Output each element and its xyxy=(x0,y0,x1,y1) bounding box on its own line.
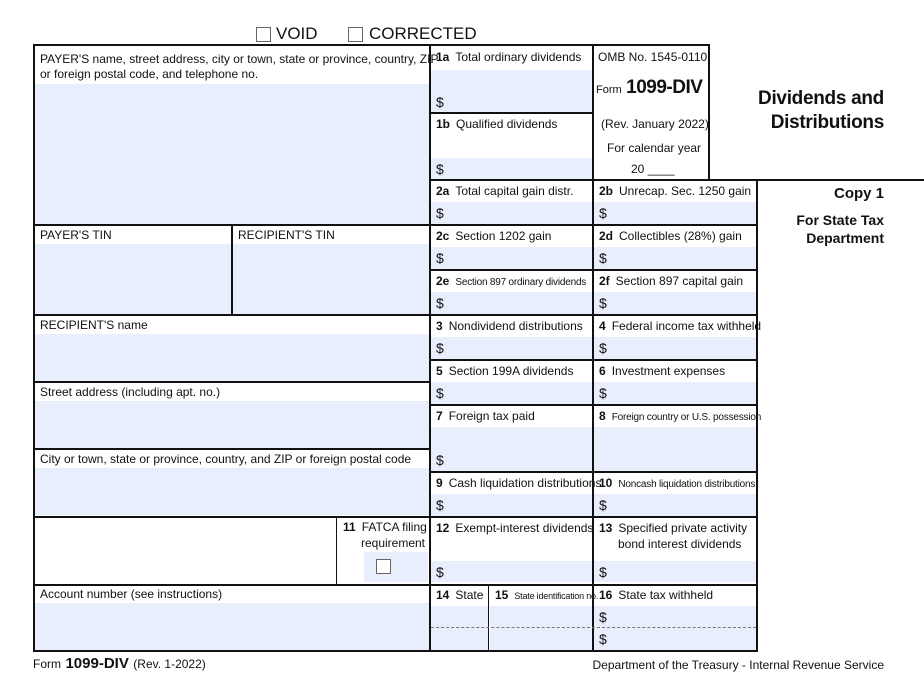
box-11-text-1: FATCA filing xyxy=(361,520,427,534)
recipient-tin-label: RECIPIENT'S TIN xyxy=(238,228,335,242)
copy-block xyxy=(796,185,884,247)
box-10-field[interactable] xyxy=(594,494,756,516)
copy-label: Copy 1 xyxy=(833,185,884,202)
box-14-field[interactable] xyxy=(431,606,488,650)
box-2f-num: 2f xyxy=(599,274,610,288)
box-14-num: 14 xyxy=(436,588,450,602)
box-13-num: 13 xyxy=(599,521,613,535)
box-4-num: 4 xyxy=(599,319,606,333)
rule-fatca xyxy=(336,516,337,584)
box-2d-text: Collectibles (28%) gain xyxy=(619,229,742,243)
box-4-text: Federal income tax withheld xyxy=(611,319,762,333)
box-13-label-2: bond interest dividends xyxy=(618,537,742,551)
box-16-dollar-1: $ xyxy=(599,609,607,625)
box-2d-num: 2d xyxy=(599,229,614,243)
box-8-label xyxy=(599,409,761,425)
box-2c-num: 2c xyxy=(436,229,450,243)
box-2b-dollar: $ xyxy=(599,205,607,221)
footer-agency: Department of the Treasury - Internal Revenue Service xyxy=(592,658,884,672)
box-5-num: 5 xyxy=(436,364,443,378)
copy-for-line-2: Department xyxy=(806,230,884,246)
recipient-tin-field[interactable] xyxy=(233,244,429,314)
box-10-num: 10 xyxy=(599,476,613,490)
rule-5 xyxy=(429,404,758,406)
box-2a-num: 2a xyxy=(436,184,450,198)
recipient-name-label: RECIPIENT'S name xyxy=(40,318,148,332)
box-13-field[interactable] xyxy=(594,561,756,582)
void-checkbox[interactable] xyxy=(256,27,271,42)
box-3-field[interactable] xyxy=(431,337,592,359)
box-7-text: Foreign tax paid xyxy=(448,409,535,423)
box-9-label xyxy=(436,476,601,491)
rule-bottom xyxy=(33,650,758,652)
payer-name-label-1: PAYER'S name, street address, city or town, state or province, country, ZIP xyxy=(40,52,439,66)
box-14-label xyxy=(436,588,483,603)
form-title-line-2: Distributions xyxy=(770,112,884,133)
box-2d-dollar: $ xyxy=(599,250,607,266)
rule-1a xyxy=(429,112,594,114)
box-1a-num: 1a xyxy=(436,50,450,64)
box-12-text: Exempt-interest dividends xyxy=(455,521,594,535)
box-2e-num: 2e xyxy=(436,274,450,288)
box-1a-text: Total ordinary dividends xyxy=(455,50,582,64)
box-8-field[interactable] xyxy=(594,427,756,471)
box-2b-field[interactable] xyxy=(594,202,756,224)
box-3-label xyxy=(436,319,583,334)
rule-payer xyxy=(33,224,758,226)
box-9-num: 9 xyxy=(436,476,443,490)
box-2a-label xyxy=(436,184,573,199)
street-address-field[interactable] xyxy=(35,401,429,448)
box-2f-label xyxy=(599,274,743,289)
box-4-field[interactable] xyxy=(594,337,756,359)
box-2b-text: Unrecap. Sec. 1250 gain xyxy=(619,184,752,198)
box-16-label xyxy=(599,588,713,603)
box-13-label-1 xyxy=(599,521,747,536)
box-2c-text: Section 1202 gain xyxy=(455,229,552,243)
rule-street xyxy=(33,448,431,450)
box-5-field[interactable] xyxy=(431,382,592,404)
box-2e-field[interactable] xyxy=(431,292,592,314)
box-7-label xyxy=(436,409,535,424)
rule-1b xyxy=(429,179,924,181)
rule-name xyxy=(33,381,431,383)
box-5-text: Section 199A dividends xyxy=(448,364,574,378)
box-3-dollar: $ xyxy=(436,340,444,356)
box-4-label xyxy=(599,319,761,334)
payer-tin-label: PAYER'S TIN xyxy=(40,228,112,242)
box-15-text: State identification no. xyxy=(514,591,599,601)
form-title xyxy=(758,87,884,135)
box-1b-num: 1b xyxy=(436,117,451,131)
box-15-num: 15 xyxy=(495,588,509,602)
calendar-year-label: For calendar year xyxy=(607,141,702,155)
rule-3 xyxy=(429,359,758,361)
box-15-field[interactable] xyxy=(490,606,592,650)
box-7-dollar: $ xyxy=(436,452,444,468)
city-label: City or town, state or province, country, and ZIP or foreign postal code xyxy=(40,452,412,466)
box-6-dollar: $ xyxy=(599,385,607,401)
box-1a-dollar: $ xyxy=(436,94,444,110)
account-number-field[interactable] xyxy=(35,603,429,650)
payer-tin-field[interactable] xyxy=(35,244,231,314)
calendar-year-blank: ____ xyxy=(647,162,675,176)
box-5-dollar: $ xyxy=(436,385,444,401)
box-2f-text: Section 897 capital gain xyxy=(615,274,744,288)
box-12-dollar: $ xyxy=(436,564,444,580)
void-label: VOID xyxy=(276,24,318,43)
rule-state-dashed xyxy=(431,627,756,628)
form-title-line-1: Dividends and xyxy=(758,88,884,109)
box-12-field[interactable] xyxy=(431,561,592,582)
box-2c-field[interactable] xyxy=(431,247,592,269)
box-12-label xyxy=(436,521,593,536)
city-field[interactable] xyxy=(35,468,429,515)
box-11-label-1 xyxy=(343,520,425,535)
box-3-text: Nondividend distributions xyxy=(448,319,583,333)
corrected-checkbox[interactable] xyxy=(348,27,363,42)
footer-form-prefix: Form xyxy=(33,657,61,671)
box-15-label xyxy=(495,588,598,604)
rule-mid xyxy=(429,44,431,652)
box-2a-text: Total capital gain distr. xyxy=(455,184,574,198)
box-1a-field[interactable] xyxy=(431,70,592,112)
omb-number: OMB No. 1545-0110 xyxy=(598,50,708,64)
rule-tin xyxy=(33,314,758,316)
rule-14-15 xyxy=(488,584,489,652)
box-2c-label xyxy=(436,229,551,244)
box-2a-field[interactable] xyxy=(431,202,592,224)
calendar-year-prefix: 20 xyxy=(631,162,645,176)
box-1b-text: Qualified dividends xyxy=(456,117,558,131)
street-address-label: Street address (including apt. no.) xyxy=(40,385,221,399)
box-16-num: 16 xyxy=(599,588,613,602)
rule-12 xyxy=(33,584,758,586)
rule-tin-split xyxy=(231,224,233,316)
corrected-label: CORRECTED xyxy=(369,24,477,43)
rule-omb-right xyxy=(708,44,710,181)
rule-city xyxy=(33,516,758,518)
box-2f-field[interactable] xyxy=(594,292,756,314)
omb-form-name: 1099-DIV xyxy=(626,77,703,98)
box-6-num: 6 xyxy=(599,364,606,378)
box-1b-label xyxy=(436,117,557,132)
box-10-dollar: $ xyxy=(599,497,607,513)
box-1a-label xyxy=(436,50,581,65)
box-2b-num: 2b xyxy=(599,184,614,198)
footer-form-id xyxy=(33,655,206,673)
box-16-text: State tax withheld xyxy=(618,588,714,602)
box-4-dollar: $ xyxy=(599,340,607,356)
footer-form-name: 1099-DIV xyxy=(65,655,129,672)
box-2d-field[interactable] xyxy=(594,247,756,269)
box-6-label xyxy=(599,364,725,379)
box-13-text-1: Specified private activity xyxy=(618,521,748,535)
rule-2c xyxy=(429,269,758,271)
box-14-text: State xyxy=(455,588,484,602)
omb-form-id xyxy=(596,77,702,99)
box-2e-label xyxy=(436,274,586,290)
payer-name-field[interactable] xyxy=(35,84,429,224)
box-2e-text: Section 897 ordinary dividends xyxy=(455,277,587,288)
fatca-field-bg xyxy=(364,552,428,582)
box-11-label-2: requirement xyxy=(360,536,425,550)
box-10-label xyxy=(599,476,755,492)
rule-col3 xyxy=(592,44,594,652)
box-1b-dollar: $ xyxy=(436,161,444,177)
rule-left xyxy=(33,44,35,652)
footer-revision: (Rev. 1-2022) xyxy=(133,657,206,671)
calendar-year-field[interactable] xyxy=(631,162,674,177)
box-6-field[interactable] xyxy=(594,382,756,404)
rule-7 xyxy=(429,471,758,473)
box-2a-dollar: $ xyxy=(436,205,444,221)
copy-for-line-1: For State Tax xyxy=(796,212,884,228)
box-13-dollar: $ xyxy=(599,564,607,580)
box-9-field[interactable] xyxy=(431,494,592,516)
recipient-name-field[interactable] xyxy=(35,334,429,381)
box-12-num: 12 xyxy=(436,521,450,535)
box-9-dollar: $ xyxy=(436,497,444,513)
box-16-dollar-2: $ xyxy=(599,631,607,647)
box-11-num: 11 xyxy=(343,520,356,534)
box-2b-label xyxy=(599,184,751,199)
omb-revision: (Rev. January 2022) xyxy=(601,117,709,131)
box-7-num: 7 xyxy=(436,409,443,423)
box-8-num: 8 xyxy=(599,409,606,423)
box-2d-label xyxy=(599,229,742,244)
rule-top xyxy=(33,44,710,46)
box-2f-dollar: $ xyxy=(599,295,607,311)
box-7-field[interactable] xyxy=(431,427,592,471)
box-2c-dollar: $ xyxy=(436,250,444,266)
omb-form-prefix: Form xyxy=(596,84,622,96)
box-8-text: Foreign country or U.S. possession xyxy=(611,412,762,423)
box-1b-field[interactable] xyxy=(431,158,592,179)
box-16-field[interactable] xyxy=(594,606,756,650)
account-number-label: Account number (see instructions) xyxy=(40,587,223,601)
box-5-label xyxy=(436,364,573,379)
box-10-text: Noncash liquidation distributions xyxy=(618,479,756,490)
box-9-text: Cash liquidation distributions xyxy=(448,476,602,490)
box-6-text: Investment expenses xyxy=(611,364,726,378)
fatca-checkbox[interactable] xyxy=(376,559,391,574)
payer-name-label-2: or foreign postal code, and telephone no. xyxy=(40,67,259,81)
box-3-num: 3 xyxy=(436,319,443,333)
box-2e-dollar: $ xyxy=(436,295,444,311)
